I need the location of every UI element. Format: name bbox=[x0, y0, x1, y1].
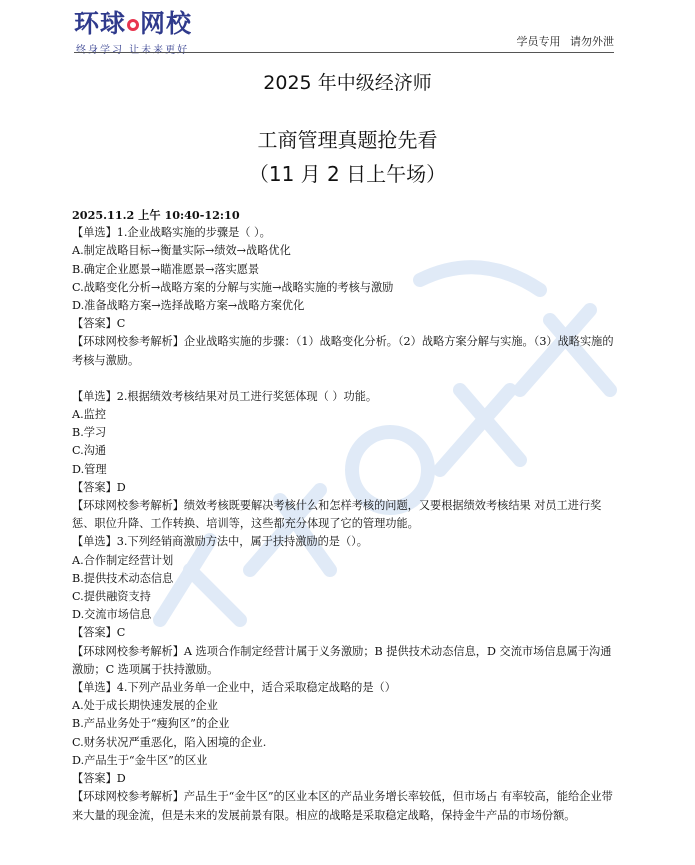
option: A.监控 bbox=[72, 408, 107, 422]
option: B.产品业务处于“瘦狗区”的企业 bbox=[72, 717, 230, 731]
logo-dot-icon bbox=[127, 19, 139, 31]
header-divider bbox=[74, 52, 614, 53]
answer: 【答案】C bbox=[72, 626, 126, 640]
question-stem: 【单选】3.下列经销商激励方法中，属于扶持激励的是（）。 bbox=[72, 535, 368, 549]
analysis: 【环球网校参考解析】产品生于“金牛区”的区业本区的产品业务增长率较低，但市场占 有率较高，能给企业带来大量的现金流，但是未来的发展前景有限。相应的战略是采取稳定战略，保持金牛产品的市场份额。 bbox=[72, 790, 613, 822]
logo-text-b: 网校 bbox=[140, 9, 193, 38]
logo-text-a: 环球 bbox=[74, 9, 127, 38]
doc-title-session: （11 月 2 日上午场） bbox=[248, 162, 447, 186]
question-stem: 【单选】2.根据绩效考核结果对员工进行奖惩体现（ ）功能。 bbox=[72, 389, 378, 403]
doc-title-subject: 工商管理真题抢先看 bbox=[257, 128, 438, 152]
option: B.学习 bbox=[72, 426, 107, 440]
question-block-4 bbox=[72, 679, 622, 825]
option: D.产品生于“金牛区”的区业 bbox=[72, 753, 208, 767]
option: D.准备战略方案→选择战略方案→战略方案优化 bbox=[72, 299, 305, 313]
question-block-1 bbox=[72, 224, 622, 370]
confidential-label: 学员专用 请勿外泄 bbox=[516, 35, 614, 48]
option: C.沟通 bbox=[72, 444, 107, 458]
question-block-3 bbox=[72, 533, 622, 679]
option: A.合作制定经营计划 bbox=[72, 553, 174, 567]
option: D.交流市场信息 bbox=[72, 608, 152, 622]
question-stem: 【单选】4.下列产品业务单一企业中，适合采取稳定战略的是（） bbox=[72, 681, 396, 695]
exam-date: 2025.11.2 上午 10:40-12:10 bbox=[72, 208, 240, 222]
option: B.确定企业愿景→瞄准愿景→落实愿景 bbox=[72, 262, 260, 276]
brand-slogan: 终身学习 让未来更好 bbox=[76, 45, 190, 56]
option: A.制定战略目标→衡量实际→绩效→战略优化 bbox=[72, 244, 291, 258]
option: A.处于成长期快速发展的企业 bbox=[72, 699, 218, 713]
question-stem: 【单选】1.企业战略实施的步骤是（ ）。 bbox=[72, 226, 271, 240]
answer: 【答案】D bbox=[72, 772, 126, 786]
spacer bbox=[72, 370, 622, 388]
option: C.提供融资支持 bbox=[72, 590, 151, 604]
brand-logo bbox=[74, 10, 192, 38]
page-header bbox=[0, 0, 695, 60]
analysis: 【环球网校参考解析】企业战略实施的步骤：（1）战略变化分析。（2）战略方案分解与实施。（3）战略实施的考核与激励。 bbox=[72, 335, 614, 367]
answer: 【答案】C bbox=[72, 317, 126, 331]
question-block-2 bbox=[72, 388, 622, 534]
answer: 【答案】D bbox=[72, 480, 126, 494]
option: C.战略变化分析→战略方案的分解与实施→战略实施的考核与激励 bbox=[72, 280, 394, 294]
option: C.财务状况严重恶化，陷入困境的企业. bbox=[72, 735, 267, 749]
doc-title-exam: 2025 年中级经济师 bbox=[263, 72, 432, 94]
option: D.管理 bbox=[72, 462, 107, 476]
analysis: 【环球网校参考解析】A 选项合作制定经营计属于义务激励；B 提供技术动态信息，D 交流市场信息属于沟通激励；C 选项属于扶持激励。 bbox=[72, 644, 612, 676]
question-content bbox=[72, 206, 622, 825]
analysis: 【环球网校参考解析】绩效考核既要解决考核什么和怎样考核的问题，又要根据绩效考核结果 对员工进行奖惩、职位升降、工作转换、培训等，这些都充分体现了它的管理功能。 bbox=[72, 499, 602, 531]
option: B.提供技术动态信息 bbox=[72, 571, 174, 585]
